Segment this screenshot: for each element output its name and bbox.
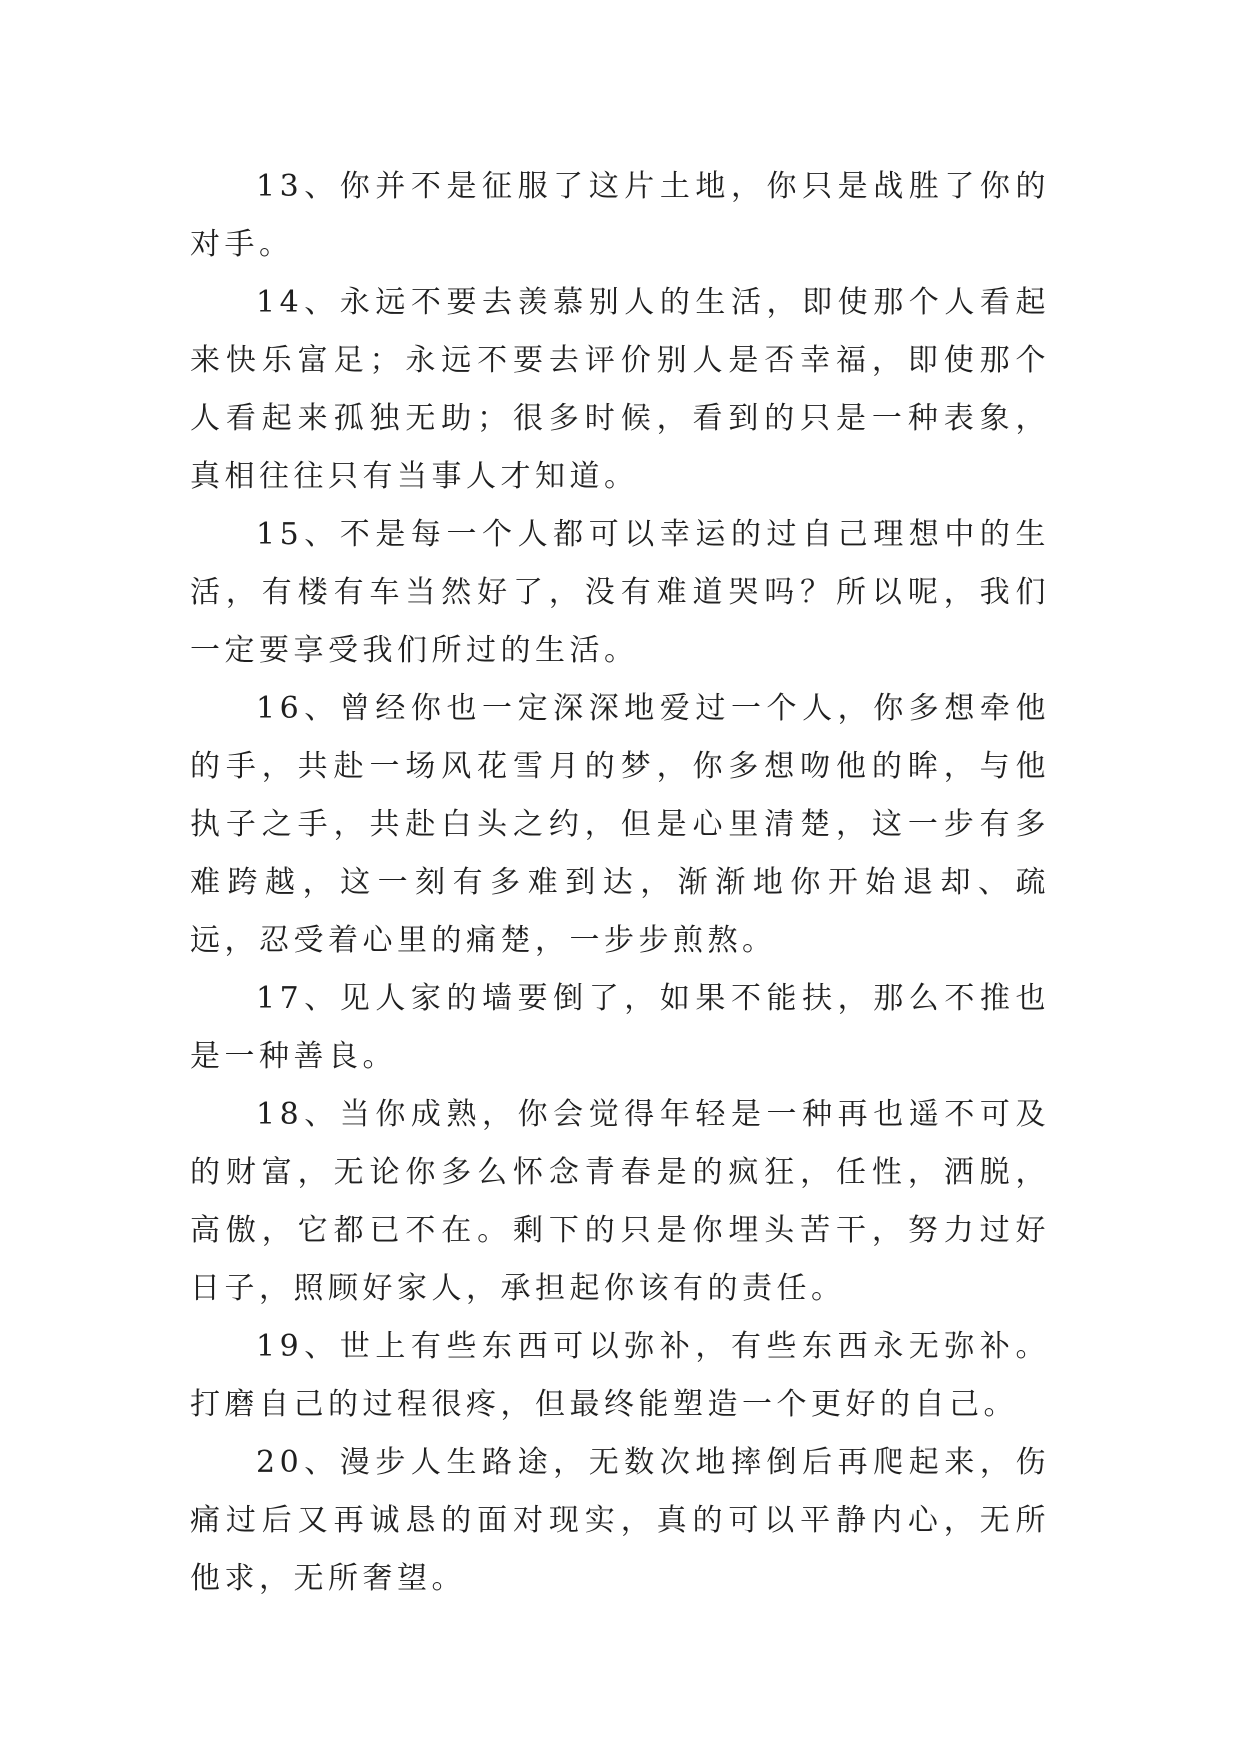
document-body — [190, 158, 1050, 1608]
paragraph-19: 19、世上有些东西可以弥补，有些东西永无弥补。打磨自己的过程很疼，但最终能塑造一个更好的自己。 — [190, 1329, 1050, 1422]
paragraph-15: 15、不是每一个人都可以幸运的过自己理想中的生活，有楼有车当然好了，没有难道哭吗？所以呢，我们一定要享受我们所过的生活。 — [190, 517, 1050, 668]
paragraph-18: 18、当你成熟，你会觉得年轻是一种再也遥不可及的财富，无论你多么怀念青春是的疯狂，任性，洒脱，高傲，它都已不在。剩下的只是你埋头苦干，努力过好日子，照顾好家人，承担起你该有的责任。 — [190, 1097, 1050, 1306]
paragraph-13: 13、你并不是征服了这片土地，你只是战胜了你的对手。 — [190, 169, 1050, 262]
paragraph-20: 20、漫步人生路途，无数次地摔倒后再爬起来，伤痛过后又再诚恳的面对现实，真的可以平静内心，无所他求，无所奢望。 — [190, 1445, 1050, 1596]
paragraph-17: 17、见人家的墙要倒了，如果不能扶，那么不推也是一种善良。 — [190, 981, 1050, 1074]
paragraph-14: 14、永远不要去羡慕别人的生活，即使那个人看起来快乐富足；永远不要去评价别人是否幸福，即使那个人看起来孤独无助；很多时候，看到的只是一种表象，真相往往只有当事人才知道。 — [190, 285, 1050, 494]
paragraph-16: 16、曾经你也一定深深地爱过一个人，你多想牵他的手，共赴一场风花雪月的梦，你多想吻他的眸，与他执子之手，共赴白头之约，但是心里清楚，这一步有多难跨越，这一刻有多难到达，渐渐地你开始退却、疏远，忍受着心里的痛楚，一步步煎熬。 — [190, 691, 1050, 958]
